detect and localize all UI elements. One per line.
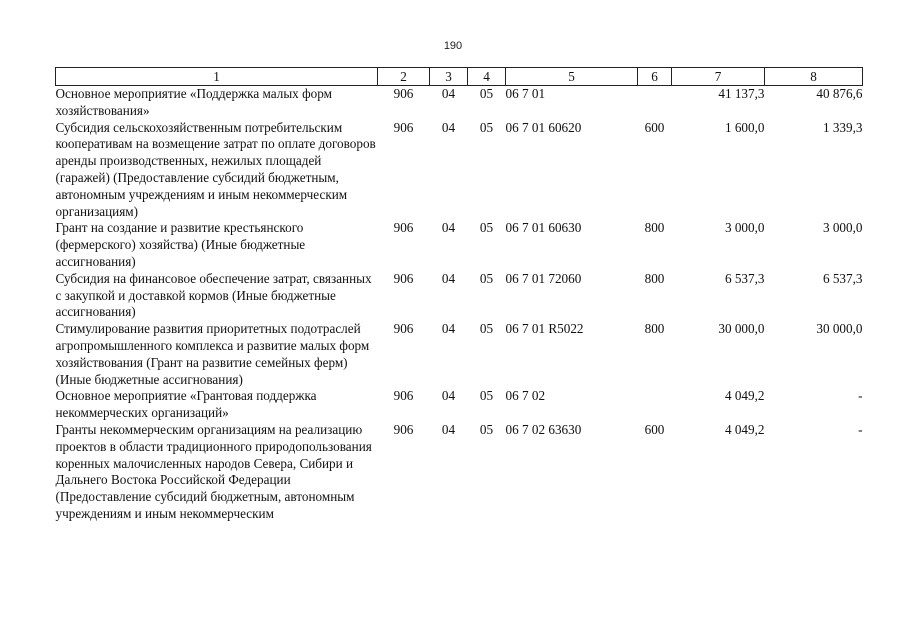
row-section-code: 04: [441, 119, 456, 135]
column-header: 4: [468, 68, 506, 86]
table-row: [56, 422, 863, 523]
row-expense-type: 800: [644, 321, 665, 337]
row-actual-amount: -: [858, 421, 863, 437]
column-header: 1: [56, 68, 378, 86]
table-row: [56, 271, 863, 321]
row-target-code: 06 7 01: [505, 86, 546, 101]
column-header: 3: [430, 68, 468, 86]
table-row: [56, 220, 863, 270]
row-expense-type: 800: [644, 270, 665, 286]
column-header: 2: [378, 68, 430, 86]
row-target-code: 06 7 02: [505, 388, 546, 404]
page-number: 190: [443, 40, 463, 52]
column-header: 8: [765, 68, 863, 86]
row-planned-amount: 6 537,3: [724, 270, 765, 286]
row-subsection-code: 05: [479, 421, 494, 437]
row-section-code: 04: [441, 270, 456, 286]
table-row: [56, 388, 863, 422]
row-name: Основное мероприятие «Грантовая поддержка некоммерческих организаций»: [55, 388, 317, 421]
row-planned-amount: 41 137,3: [718, 86, 765, 101]
row-actual-amount: 3 000,0: [822, 220, 863, 236]
row-subsection-code: 05: [479, 86, 494, 101]
column-header: 5: [506, 68, 638, 86]
row-name: Грант на создание и развитие крестьянского (фермерского) хозяйства) (Иные бюджетные ассигнования): [55, 220, 306, 269]
row-actual-amount: 6 537,3: [822, 270, 863, 286]
table-row: [56, 321, 863, 388]
row-name: Гранты некоммерческим организациям на реализацию проектов в области традиционного природопользования коренных малочисленных народов Севера, Сибири и Дальнего Востока Российской Федерации (Предоставление субсидий бюджетным, автономным учреждениям и иным некоммерческим: [55, 421, 372, 521]
row-subsection-code: 05: [479, 119, 494, 135]
row-subsection-code: 05: [479, 321, 494, 337]
row-subsection-code: 05: [479, 220, 494, 236]
table-row: [56, 120, 863, 221]
row-ministry-code: 906: [393, 119, 414, 135]
row-subsection-code: 05: [479, 388, 494, 404]
row-section-code: 04: [441, 421, 456, 437]
row-actual-amount: -: [858, 388, 863, 404]
row-actual-amount: 40 876,6: [816, 86, 863, 101]
row-actual-amount: 30 000,0: [816, 321, 863, 337]
row-planned-amount: 4 049,2: [724, 421, 765, 437]
row-target-code: 06 7 01 72060: [505, 270, 582, 286]
row-target-code: 06 7 01 60630: [505, 220, 582, 236]
table-row: [56, 86, 863, 120]
column-header: 6: [638, 68, 672, 86]
row-expense-type: 800: [644, 220, 665, 236]
row-target-code: 06 7 01 R5022: [505, 321, 584, 337]
row-ministry-code: 906: [393, 321, 414, 337]
row-section-code: 04: [441, 86, 456, 101]
row-planned-amount: 1 600,0: [724, 119, 765, 135]
row-section-code: 04: [441, 220, 456, 236]
row-target-code: 06 7 02 63630: [505, 421, 582, 437]
row-section-code: 04: [441, 321, 456, 337]
row-expense-type: 600: [644, 421, 665, 437]
row-name: Субсидия сельскохозяйственным потребительским кооперативам на возмещение затрат по оплате договоров аренды производственных, нежилых площадей (гаражей) (Предоставление субсидий бюджетным, автономным учреждениям и иным некоммерческим организациям): [55, 119, 376, 219]
row-planned-amount: 3 000,0: [724, 220, 765, 236]
row-name: Субсидия на финансовое обеспечение затрат, связанных с закупкой и доставкой кормов (Иные бюджетные ассигнования): [55, 270, 372, 320]
row-ministry-code: 906: [393, 86, 414, 101]
row-actual-amount: 1 339,3: [822, 119, 863, 135]
header-row: [56, 68, 863, 86]
row-ministry-code: 906: [393, 270, 414, 286]
column-header: 7: [672, 68, 765, 86]
row-expense-type: 600: [644, 119, 665, 135]
budget-table: [55, 67, 863, 523]
row-ministry-code: 906: [393, 421, 414, 437]
row-planned-amount: 30 000,0: [718, 321, 765, 337]
row-planned-amount: 4 049,2: [724, 388, 765, 404]
row-name: Основное мероприятие «Поддержка малых форм хозяйствования»: [55, 86, 332, 118]
row-expense-type: [638, 388, 672, 422]
row-name: Стимулирование развития приоритетных подотраслей агропромышленного комплекса и развитие малых форм хозяйствования (Грант на развитие семейных ферм) (Иные бюджетные ассигнования): [55, 321, 370, 387]
row-target-code: 06 7 01 60620: [505, 119, 582, 135]
row-ministry-code: 906: [393, 388, 414, 404]
row-ministry-code: 906: [393, 220, 414, 236]
row-expense-type: [638, 86, 672, 120]
row-subsection-code: 05: [479, 270, 494, 286]
row-section-code: 04: [441, 388, 456, 404]
